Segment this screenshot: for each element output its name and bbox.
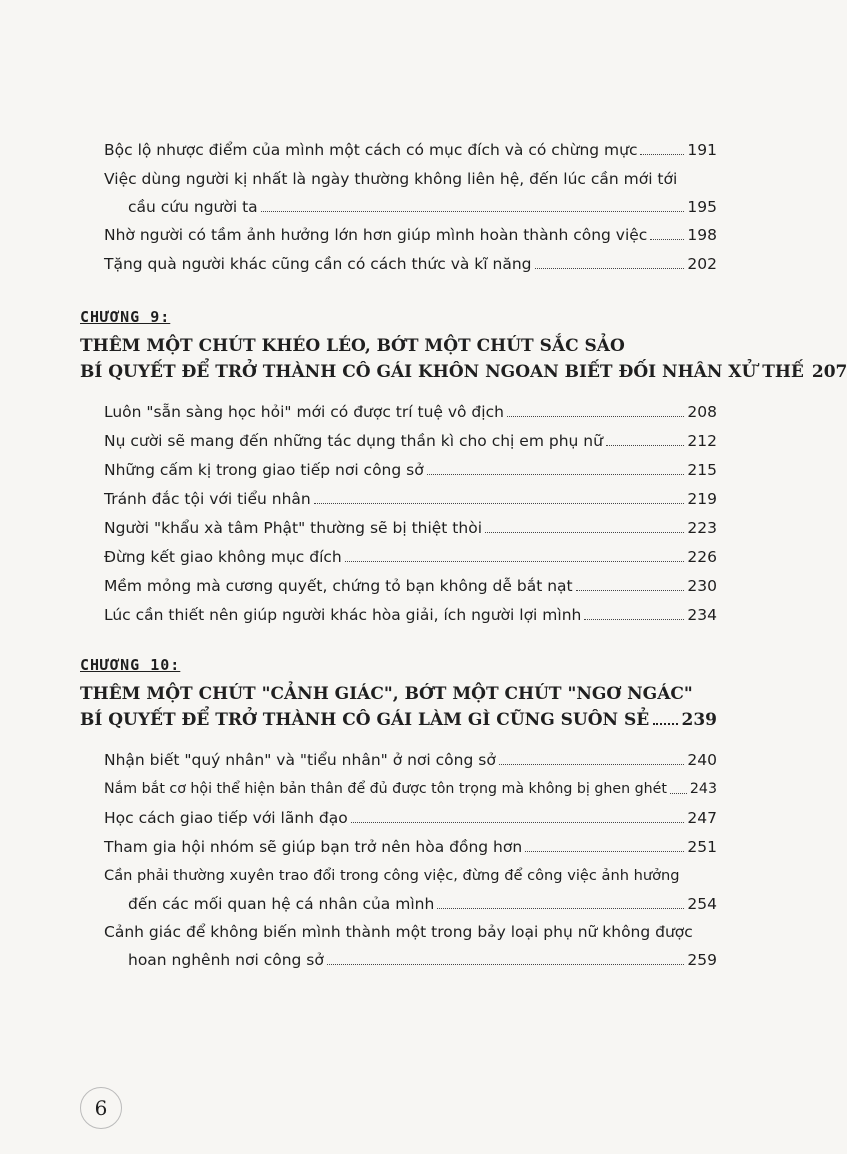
toc-entry	[0, 489, 800, 518]
entry-text: cầu cứu người ta	[128, 198, 258, 216]
chapter-10-title-row	[80, 710, 717, 730]
chapter-10-entries	[0, 750, 800, 978]
toc-entry	[0, 402, 800, 431]
toc-entry	[0, 922, 800, 978]
entry-text: Tặng quà người khác cũng cần có cách thức và kĩ năng	[104, 255, 532, 273]
chapter-10-title-line1: THÊM MỘT CHÚT "CẢNH GIÁC", BỚT MỘT CHÚT "NGƠ NGÁC"	[80, 684, 693, 704]
chapter-9-entries	[0, 402, 800, 634]
toc-entry	[0, 750, 800, 779]
chapter-10-page: 239	[681, 710, 717, 730]
toc-entry	[0, 169, 800, 225]
toc-entry	[0, 254, 800, 283]
entry-text-line1: Cần phải thường xuyên trao đổi trong công việc, đừng để công việc ảnh hưởng	[104, 867, 680, 884]
chapter-10-label: CHƯƠNG 10:	[80, 656, 181, 674]
dot-leader	[640, 154, 684, 155]
chapter-10-title-line2: BÍ QUYẾT ĐỂ TRỞ THÀNH CÔ GÁI LÀM GÌ CŨNG SUÔN SẺ	[80, 710, 650, 730]
entry-page: 223	[687, 519, 717, 537]
dot-leader	[653, 723, 677, 725]
entry-page: 247	[687, 809, 717, 827]
dot-leader	[584, 619, 684, 620]
entry-page: 240	[687, 751, 717, 769]
entry-page: 219	[687, 490, 717, 508]
toc-entry	[0, 576, 800, 605]
entry-page: 212	[687, 432, 717, 450]
entry-page: 208	[687, 403, 717, 421]
entry-text: Luôn "sẵn sàng học hỏi" mới có được trí tuệ vô địch	[104, 403, 504, 421]
entry-text: hoan nghênh nơi công sở	[128, 951, 324, 969]
toc-entry	[0, 518, 800, 547]
toc-entry	[0, 837, 800, 866]
toc-entry	[0, 605, 800, 634]
entry-page: 202	[687, 255, 717, 273]
entry-text: Người "khẩu xà tâm Phật" thường sẽ bị thiệt thòi	[104, 519, 483, 537]
dot-leader	[650, 239, 684, 240]
toc-entry	[0, 808, 800, 837]
entry-text: Đừng kết giao không mục đích	[104, 548, 342, 566]
toc-entry	[0, 460, 800, 489]
entry-page: 234	[687, 606, 717, 624]
entry-text: Bộc lộ nhược điểm của mình một cách có mục đích và có chừng mực	[104, 141, 638, 159]
entry-text: Nắm bắt cơ hội thể hiện bản thân để đủ được tôn trọng mà không bị ghen ghét	[104, 781, 667, 797]
entry-text: Những cấm kị trong giao tiếp nơi công sở	[104, 461, 424, 479]
dot-leader	[606, 445, 684, 446]
dot-leader	[525, 851, 684, 852]
entry-page: 259	[687, 951, 717, 969]
toc-top-group	[0, 140, 800, 283]
toc-entry	[0, 431, 800, 460]
entry-page: 226	[687, 548, 717, 566]
dot-leader	[327, 964, 685, 965]
entry-text: Nụ cười sẽ mang đến những tác dụng thần kì cho chị em phụ nữ	[104, 432, 603, 450]
toc-entry	[0, 866, 800, 922]
entry-page: 195	[687, 198, 717, 216]
dot-leader	[507, 416, 684, 417]
entry-text: Lúc cần thiết nên giúp người khác hòa giải, ích người lợi mình	[104, 606, 582, 624]
entry-text: Học cách giao tiếp với lãnh đạo	[104, 809, 348, 827]
toc-entry	[0, 779, 800, 808]
chapter-9-page: 207	[811, 362, 847, 382]
toc-entry	[0, 547, 800, 576]
chapter-9-title-line2: BÍ QUYẾT ĐỂ TRỞ THÀNH CÔ GÁI KHÔN NGOAN BIẾT ĐỐI NHÂN XỬ THẾ	[80, 362, 804, 382]
dot-leader	[345, 561, 685, 562]
entry-page: 198	[687, 226, 717, 244]
entry-text: đến các mối quan hệ cá nhân của mình	[128, 895, 435, 913]
chapter-9-label: CHƯƠNG 9:	[80, 308, 171, 326]
dot-leader	[314, 503, 685, 504]
dot-leader	[576, 590, 685, 591]
entry-page: 254	[687, 895, 717, 913]
entry-text: Nhận biết "quý nhân" và "tiểu nhân" ở nơi công sở	[104, 751, 496, 769]
toc-entry	[0, 225, 800, 254]
chapter-9-title-line1: THÊM MỘT CHÚT KHÉO LÉO, BỚT MỘT CHÚT SẮC SẢO	[80, 336, 625, 356]
chapter-9-title-row	[80, 362, 847, 382]
toc-entry	[0, 140, 800, 169]
entry-page: 191	[687, 141, 717, 159]
entry-page: 243	[689, 781, 717, 797]
dot-leader	[535, 268, 685, 269]
entry-text: Nhờ người có tầm ảnh hưởng lớn hơn giúp mình hoàn thành công việc	[104, 226, 648, 244]
entry-page: 215	[687, 461, 717, 479]
dot-leader	[427, 474, 685, 475]
entry-page: 230	[687, 577, 717, 595]
dot-leader	[351, 822, 685, 823]
dot-leader	[670, 793, 687, 794]
entry-text-line1: Việc dùng người kị nhất là ngày thường không liên hệ, đến lúc cần mới tới	[104, 170, 678, 188]
entry-text: Tránh đắc tội với tiểu nhân	[104, 490, 311, 508]
entry-text: Mềm mỏng mà cương quyết, chứng tỏ bạn không dễ bắt nạt	[104, 577, 573, 595]
dot-leader	[485, 532, 684, 533]
entry-text: Tham gia hội nhóm sẽ giúp bạn trở nên hòa đồng hơn	[104, 838, 523, 856]
page-number: 6	[80, 1087, 122, 1129]
dot-leader	[437, 908, 684, 909]
entry-text-line1: Cảnh giác để không biến mình thành một trong bảy loại phụ nữ không được	[104, 923, 693, 941]
entry-page: 251	[687, 838, 717, 856]
dot-leader	[261, 211, 685, 212]
dot-leader	[499, 764, 685, 765]
